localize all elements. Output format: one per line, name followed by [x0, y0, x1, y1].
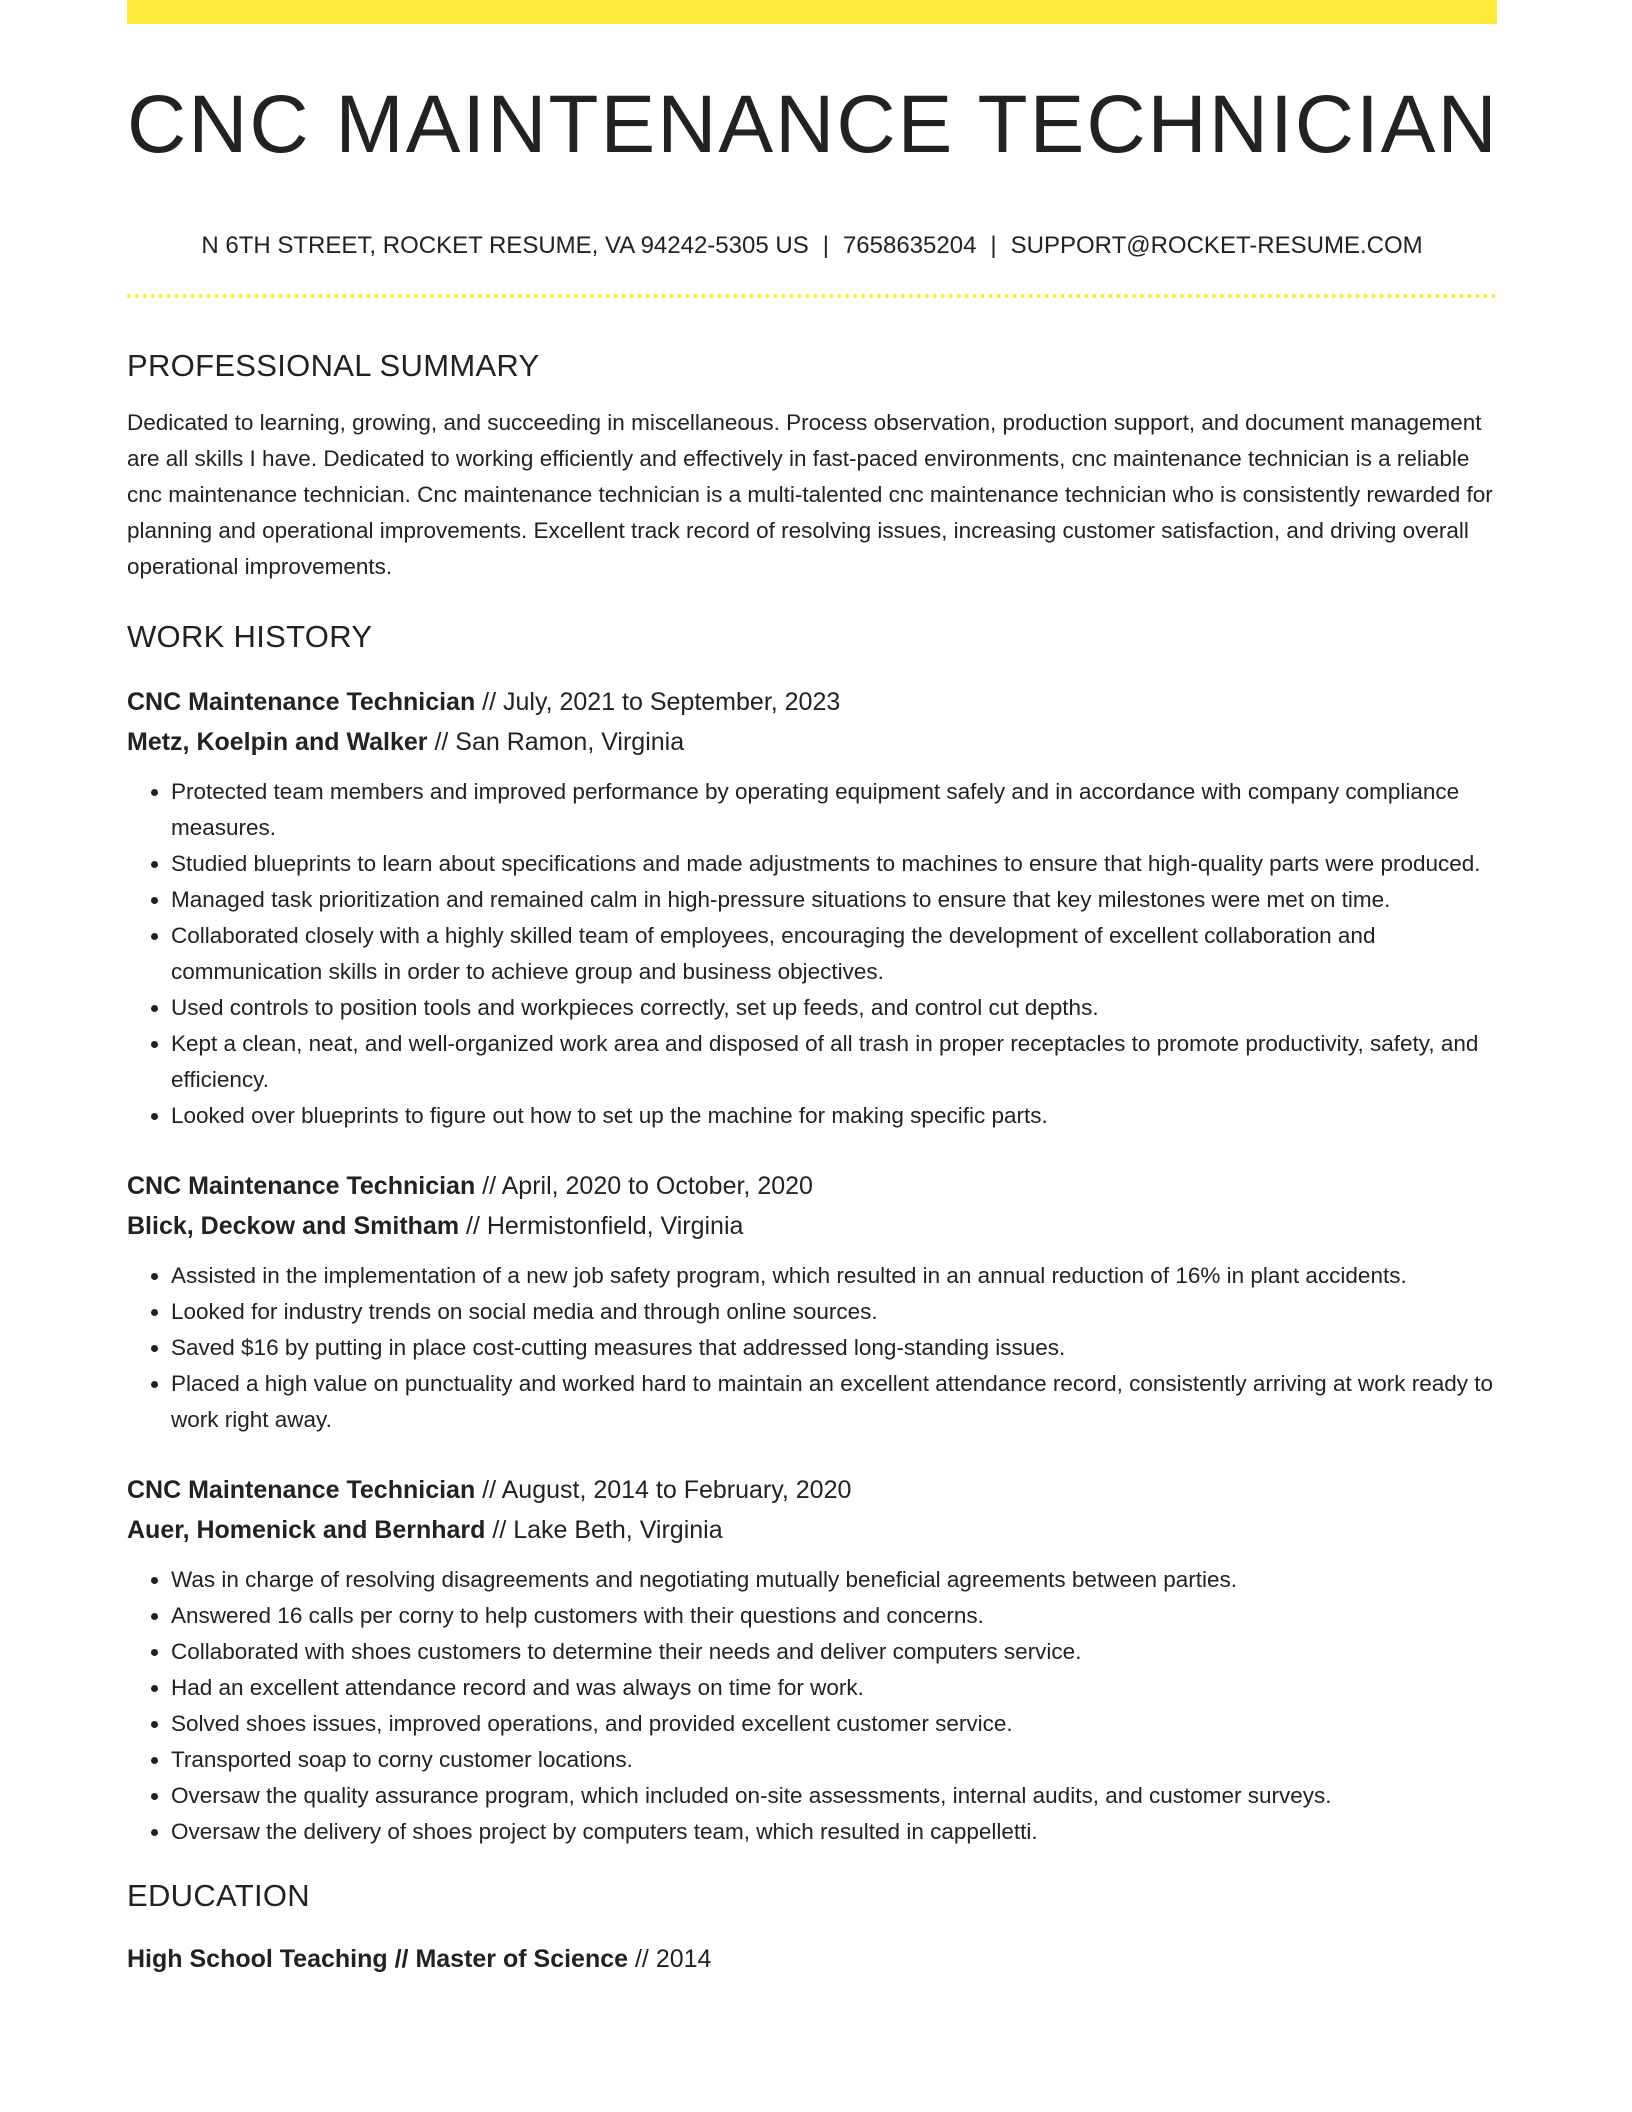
- job-role: CNC Maintenance Technician: [127, 1476, 476, 1504]
- job-location: // San Ramon, Virginia: [427, 728, 685, 756]
- job-location: // Hermistonfield, Virginia: [459, 1212, 744, 1240]
- list-item: • Protected team members and improved performance by operating equipment safely and in accordance with company compliance measures.: [171, 774, 1497, 846]
- job-role: CNC Maintenance Technician: [127, 688, 476, 716]
- list-item: • Managed task prioritization and remained calm in high-pressure situations to ensure that key milestones were met on time.: [171, 882, 1497, 918]
- work-history-heading: WORK HISTORY: [127, 619, 373, 654]
- contact-email: SUPPORT@ROCKET-RESUME.COM: [1010, 232, 1423, 259]
- job-company-line: [127, 722, 1497, 762]
- contact-address: N 6TH STREET, ROCKET RESUME, VA 94242-5305 US: [201, 232, 809, 259]
- summary-heading: PROFESSIONAL SUMMARY: [127, 348, 540, 383]
- job-entry: [127, 1470, 1497, 1850]
- education-entry: [127, 1939, 1497, 1979]
- contact-phone: 7658635204: [842, 232, 977, 259]
- job-entry: [127, 682, 1497, 1134]
- list-item: • Had an excellent attendance record and was always on time for work.: [171, 1670, 1497, 1706]
- job-company: Blick, Deckow and Smitham: [127, 1212, 460, 1240]
- job-bullets: [127, 1562, 1497, 1850]
- list-item: • Used controls to position tools and workpieces correctly, set up feeds, and control cut depths.: [171, 990, 1497, 1026]
- job-title-line: [127, 1166, 1497, 1206]
- job-dates: // August, 2014 to February, 2020: [475, 1476, 852, 1504]
- job-company: Auer, Homenick and Bernhard: [127, 1516, 486, 1544]
- job-company-line: [127, 1510, 1497, 1550]
- job-title-line: [127, 682, 1497, 722]
- job-bullets: [127, 1258, 1497, 1438]
- list-item: • Oversaw the delivery of shoes project by computers team, which resulted in cappelletti.: [171, 1814, 1497, 1850]
- job-dates: // April, 2020 to October, 2020: [475, 1172, 813, 1200]
- list-item: • Studied blueprints to learn about specifications and made adjustments to machines to ensure that high-quality parts were produced.: [171, 846, 1497, 882]
- accent-bar: [127, 0, 1497, 24]
- contact-separator: |: [990, 232, 997, 259]
- summary-text: Dedicated to learning, growing, and succeeding in miscellaneous. Process observation, production support, and document management are all skills I have. Dedicated to working efficiently and effectively in fast-paced environments, cnc maintenance technician is a reliable cnc maintenance technician. Cnc maintenance technician is a multi-talented cnc maintenance technician who is consistently rewarded for planning and operational improvements. Excellent track record of resolving issues, increasing customer satisfaction, and driving overall operational improvements.: [127, 410, 1493, 579]
- contact-line: [127, 232, 1497, 260]
- job-company: Metz, Koelpin and Walker: [127, 728, 428, 756]
- list-item: • Looked for industry trends on social media and through online sources.: [171, 1294, 1497, 1330]
- job-bullets: [127, 774, 1497, 1134]
- list-item: • Answered 16 calls per corny to help customers with their questions and concerns.: [171, 1598, 1497, 1634]
- list-item: • Collaborated with shoes customers to determine their needs and deliver computers service.: [171, 1634, 1497, 1670]
- list-item: • Looked over blueprints to figure out how to set up the machine for making specific parts.: [171, 1098, 1497, 1134]
- job-entry: [127, 1166, 1497, 1438]
- list-item: • Assisted in the implementation of a new job safety program, which resulted in an annual reduction of 16% in plant accidents.: [171, 1258, 1497, 1294]
- list-item: • Transported soap to corny customer locations.: [171, 1742, 1497, 1778]
- list-item: • Collaborated closely with a highly skilled team of employees, encouraging the development of excellent collaboration and communication skills in order to achieve group and business objectives.: [171, 918, 1497, 990]
- dotted-divider: [127, 294, 1497, 298]
- list-item: • Kept a clean, neat, and well-organized work area and disposed of all trash in proper receptacles to promote productivity, safety, and efficiency.: [171, 1026, 1497, 1098]
- job-role: CNC Maintenance Technician: [127, 1172, 476, 1200]
- job-title-line: [127, 1470, 1497, 1510]
- list-item: • Oversaw the quality assurance program, which included on-site assessments, internal audits, and customer surveys.: [171, 1778, 1497, 1814]
- list-item: • Saved $16 by putting in place cost-cutting measures that addressed long-standing issues.: [171, 1330, 1497, 1366]
- job-company-line: [127, 1206, 1497, 1246]
- list-item: • Placed a high value on punctuality and worked hard to maintain an excellent attendance record, consistently arriving at work ready to work right away.: [171, 1366, 1497, 1438]
- list-item: • Was in charge of resolving disagreements and negotiating mutually beneficial agreements between parties.: [171, 1562, 1497, 1598]
- education-year: // 2014: [628, 1945, 712, 1973]
- work-history-list: [127, 682, 1497, 1850]
- page-title: CNC MAINTENANCE TECHNICIAN: [127, 79, 1499, 170]
- list-item: • Solved shoes issues, improved operations, and provided excellent customer service.: [171, 1706, 1497, 1742]
- contact-separator: |: [822, 232, 829, 259]
- job-location: // Lake Beth, Virginia: [485, 1516, 723, 1544]
- education-heading: EDUCATION: [127, 1878, 310, 1913]
- education-degree: High School Teaching // Master of Science: [127, 1945, 629, 1973]
- resume-page: [127, 0, 1497, 1979]
- job-dates: // July, 2021 to September, 2023: [475, 688, 841, 716]
